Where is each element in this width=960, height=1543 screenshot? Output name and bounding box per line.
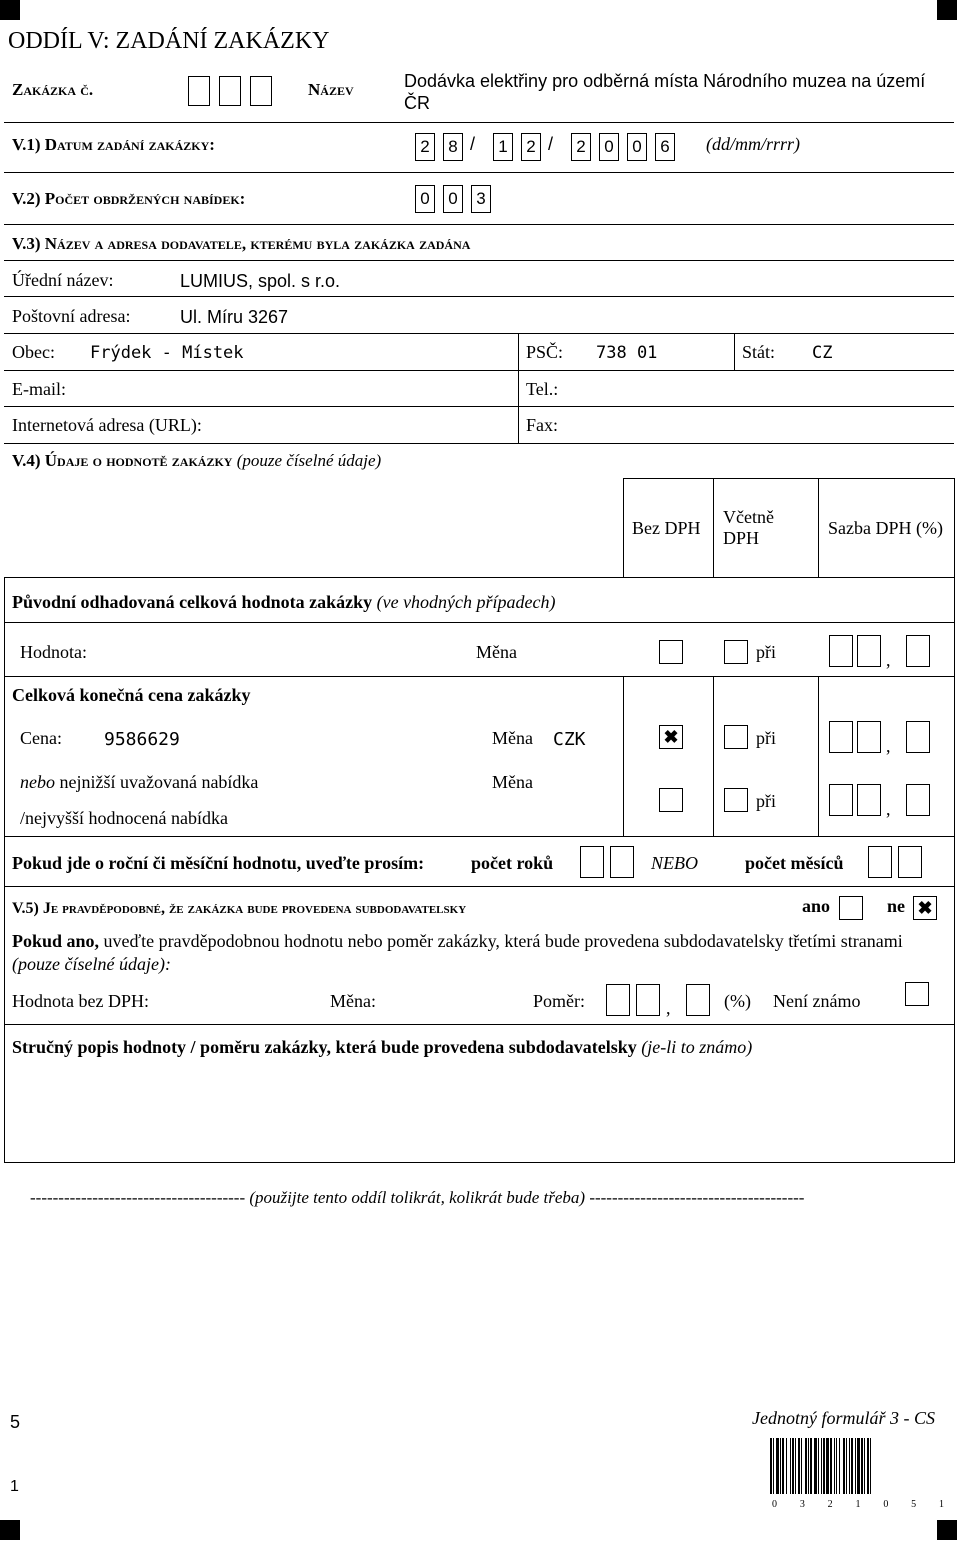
if-yes-text: uveďte pravděpodobnou hodnotu nebo poměr zakázky, která bude provedena subdodavatelsky třetími stranami xyxy=(103,931,903,951)
currency-label: Měna xyxy=(492,772,533,792)
section-title: ODDÍL V: ZADÁNÍ ZAKÁZKY xyxy=(8,28,330,54)
currency-label: Měna: xyxy=(330,991,376,1011)
barcode-bar xyxy=(857,1438,860,1494)
with-vat-checkbox[interactable] xyxy=(724,640,748,664)
description-label: Stručný popis hodnoty / poměru zakázky, která bude provedena subdodavatelsky xyxy=(12,1037,637,1057)
barcode-digit: 5 xyxy=(911,1499,917,1510)
barcode-bar xyxy=(821,1438,822,1494)
column-with-vat: Včetně DPH xyxy=(723,507,774,548)
at-rate-label: při xyxy=(756,728,776,748)
year-digit[interactable]: 6 xyxy=(655,133,675,161)
yes-label: ano xyxy=(802,896,831,916)
vat-rate-box[interactable] xyxy=(829,635,853,667)
vat-rate-decimal-box[interactable] xyxy=(906,635,930,667)
fax-label: Fax: xyxy=(526,415,559,435)
value-without-vat-label: Hodnota bez DPH: xyxy=(12,991,149,1011)
description-note: (je-li to známo) xyxy=(641,1037,753,1057)
decimal-comma: , xyxy=(666,998,671,1018)
vat-rate-decimal-box[interactable] xyxy=(906,784,930,816)
barcode-bar xyxy=(846,1438,847,1494)
barcode-bar xyxy=(773,1438,774,1494)
repeat-note: (použijte tento oddíl tolikrát, kolikrát bude třeba) xyxy=(249,1188,586,1207)
city-label: Obec: xyxy=(12,342,55,362)
barcode-digits xyxy=(768,1499,948,1510)
contract-number-box[interactable] xyxy=(219,76,241,106)
barcode-bar xyxy=(792,1438,794,1494)
barcode-bar xyxy=(839,1438,840,1494)
barcode-digit: 3 xyxy=(799,1499,805,1510)
barcode-bar xyxy=(867,1438,869,1494)
year-digit[interactable]: 0 xyxy=(627,133,647,161)
offers-digit[interactable]: 0 xyxy=(443,185,463,213)
description-heading xyxy=(12,1037,752,1058)
date-separator: / xyxy=(470,134,476,154)
barcode-bar xyxy=(790,1438,791,1494)
decimal-comma: , xyxy=(886,736,891,756)
contract-number-label: Zakázka č. xyxy=(12,80,94,99)
column-vat-rate: Sazba DPH (%) xyxy=(828,518,943,538)
barcode-bar xyxy=(830,1438,832,1494)
or-label: NEBO xyxy=(651,853,698,873)
barcode-bar xyxy=(786,1438,787,1494)
url-label: Internetová adresa (URL): xyxy=(12,415,202,435)
barcode-bar xyxy=(780,1438,781,1494)
barcode-digit: 1 xyxy=(938,1499,944,1510)
barcode-bar xyxy=(818,1438,819,1494)
if-yes-note: (pouze číselné údaje): xyxy=(12,954,171,974)
description-field[interactable] xyxy=(8,1064,950,1158)
no-label: ne xyxy=(887,896,905,916)
currency-value: CZK xyxy=(553,729,586,750)
day-digit[interactable]: 8 xyxy=(443,133,463,161)
original-estimate-note: (ve vhodných případech) xyxy=(376,592,556,612)
price-label: Cena: xyxy=(20,728,62,748)
barcode-digit: 0 xyxy=(883,1499,889,1510)
with-vat-checkbox[interactable] xyxy=(724,725,748,749)
v1-label: V.1) Datum zadání zakázky: xyxy=(12,135,215,154)
repeat-instruction xyxy=(30,1188,804,1208)
vat-rate-box[interactable] xyxy=(857,784,881,816)
contract-name: Dodávka elektřiny pro odběrná místa Národního muzea na území ČR xyxy=(404,71,926,113)
year-digit[interactable]: 2 xyxy=(571,133,591,161)
barcode-bar xyxy=(801,1438,802,1494)
final-price-label: Celková konečná cena zakázky xyxy=(12,685,251,705)
state-value: CZ xyxy=(812,343,833,363)
city-value: Frýdek - Místek xyxy=(90,343,244,363)
barcode-bar xyxy=(810,1438,812,1494)
barcode-bar xyxy=(808,1438,809,1494)
lowest-offer-label xyxy=(20,772,258,793)
barcode-bar xyxy=(836,1438,837,1494)
page-number: 5 xyxy=(10,1412,21,1432)
barcode-bar xyxy=(855,1438,856,1494)
barcode-bar xyxy=(826,1438,829,1494)
dashes-left: -------------------------------------- xyxy=(30,1188,246,1207)
or-word: nebo xyxy=(20,772,55,792)
barcode-bar xyxy=(823,1438,825,1494)
email-label: E-mail: xyxy=(12,379,66,399)
psc-value: 738 01 xyxy=(596,343,658,363)
registration-mark xyxy=(937,0,957,20)
day-digit[interactable]: 2 xyxy=(415,133,435,161)
barcode-bar xyxy=(870,1438,871,1494)
registration-mark xyxy=(937,1520,957,1540)
barcode-bar xyxy=(798,1438,800,1494)
v4-label: V.4) Údaje o hodnotě zakázky xyxy=(12,451,233,470)
column-without-vat: Bez DPH xyxy=(632,518,701,538)
v4-note: (pouze číselné údaje) xyxy=(236,451,382,470)
if-yes-paragraph xyxy=(12,930,942,976)
offers-digit[interactable]: 3 xyxy=(471,185,491,213)
tel-label: Tel.: xyxy=(526,379,559,399)
postal-address-value: Ul. Míru 3267 xyxy=(180,307,289,327)
unknown-checkbox[interactable] xyxy=(905,982,929,1006)
years-box[interactable] xyxy=(580,846,604,878)
original-estimate-label: Původní odhadovaná celková hodnota zakázky xyxy=(12,592,373,612)
barcode-bar xyxy=(849,1438,850,1494)
barcode-bar xyxy=(834,1438,835,1494)
ratio-box[interactable] xyxy=(606,984,630,1016)
decimal-comma: , xyxy=(886,650,891,670)
v3-label: V.3) Název a adresa dodavatele, kterému byla zakázka zadána xyxy=(12,234,471,253)
ratio-label: Poměr: xyxy=(533,991,585,1011)
form-name: Jednotný formulář 3 - CS xyxy=(752,1408,935,1428)
currency-label: Měna xyxy=(476,642,517,662)
if-yes-bold: Pokud ano, xyxy=(12,931,100,951)
state-label: Stát: xyxy=(742,342,776,362)
lowest-offer-text: nejnižší uvažovaná nabídka xyxy=(59,772,259,792)
no-checkbox-checked[interactable]: ✖ xyxy=(913,896,937,920)
yes-checkbox[interactable] xyxy=(839,896,863,920)
offers-digit[interactable]: 0 xyxy=(415,185,435,213)
official-name-label: Úřední název: xyxy=(12,270,114,290)
barcode-bar xyxy=(782,1438,784,1494)
barcode-bar xyxy=(864,1438,865,1494)
price-value: 9586629 xyxy=(104,729,180,750)
dashes-right: -------------------------------------- xyxy=(589,1188,805,1207)
barcode xyxy=(768,1438,952,1510)
vat-rate-decimal-box[interactable] xyxy=(906,721,930,753)
value-label: Hodnota: xyxy=(20,642,87,662)
barcode-digit: 0 xyxy=(772,1499,777,1510)
v5-label: V.5) Je pravděpodobné, že zakázka bude provedena subdodavatelsky xyxy=(12,900,467,917)
barcode-bar xyxy=(861,1438,863,1494)
vat-rate-box[interactable] xyxy=(829,784,853,816)
lower-number: 1 xyxy=(10,1478,19,1495)
registration-mark xyxy=(0,1520,20,1540)
unknown-label: Není známo xyxy=(773,991,861,1011)
barcode-digit: 2 xyxy=(827,1499,833,1510)
registration-mark xyxy=(0,0,20,20)
vat-rate-box[interactable] xyxy=(857,635,881,667)
barcode-bar xyxy=(795,1438,796,1494)
months-box[interactable] xyxy=(868,846,892,878)
barcode-bars xyxy=(768,1438,952,1494)
annual-monthly-label: Pokud jde o roční či měsíční hodnotu, uveďte prosím: xyxy=(12,853,425,873)
year-digit[interactable]: 0 xyxy=(599,133,619,161)
decimal-comma: , xyxy=(886,799,891,819)
official-name-value: LUMIUS, spol. s r.o. xyxy=(180,271,341,291)
barcode-bar xyxy=(770,1438,772,1494)
date-format: (dd/mm/rrrr) xyxy=(706,134,801,154)
postal-address-label: Poštovní adresa: xyxy=(12,306,131,326)
barcode-bar xyxy=(805,1438,807,1494)
months-box[interactable] xyxy=(898,846,922,878)
contract-number-box[interactable] xyxy=(188,76,210,106)
ratio-decimal-box[interactable] xyxy=(686,984,710,1016)
ratio-box[interactable] xyxy=(636,984,660,1016)
v4-heading xyxy=(12,451,381,471)
months-label: počet měsíců xyxy=(745,853,844,873)
currency-label: Měna xyxy=(492,728,533,748)
highest-offer-label: /nejvyšší hodnocená nabídka xyxy=(20,808,228,828)
barcode-bar xyxy=(851,1438,853,1494)
with-vat-checkbox[interactable] xyxy=(724,788,748,812)
barcode-bar xyxy=(776,1438,779,1494)
original-estimate-heading xyxy=(12,592,556,613)
barcode-bar xyxy=(843,1438,845,1494)
without-vat-checkbox[interactable] xyxy=(659,640,683,664)
contract-number-box[interactable] xyxy=(250,76,272,106)
without-vat-checkbox[interactable] xyxy=(659,788,683,812)
at-rate-label: při xyxy=(756,642,776,662)
at-rate-label: při xyxy=(756,791,776,811)
percent-label: (%) xyxy=(724,991,751,1011)
vat-rate-box[interactable] xyxy=(829,721,853,753)
v2-label: V.2) Počet obdržených nabídek: xyxy=(12,189,246,208)
name-label: Název xyxy=(308,80,354,99)
month-digit[interactable]: 1 xyxy=(493,133,513,161)
month-digit[interactable]: 2 xyxy=(521,133,541,161)
barcode-digit: 1 xyxy=(855,1499,861,1510)
years-label: počet roků xyxy=(471,853,554,873)
barcode-bar xyxy=(814,1438,817,1494)
without-vat-checkbox-checked[interactable]: ✖ xyxy=(659,725,683,749)
vat-rate-box[interactable] xyxy=(857,721,881,753)
years-box[interactable] xyxy=(610,846,634,878)
date-separator: / xyxy=(548,134,554,154)
psc-label: PSČ: xyxy=(526,342,564,362)
